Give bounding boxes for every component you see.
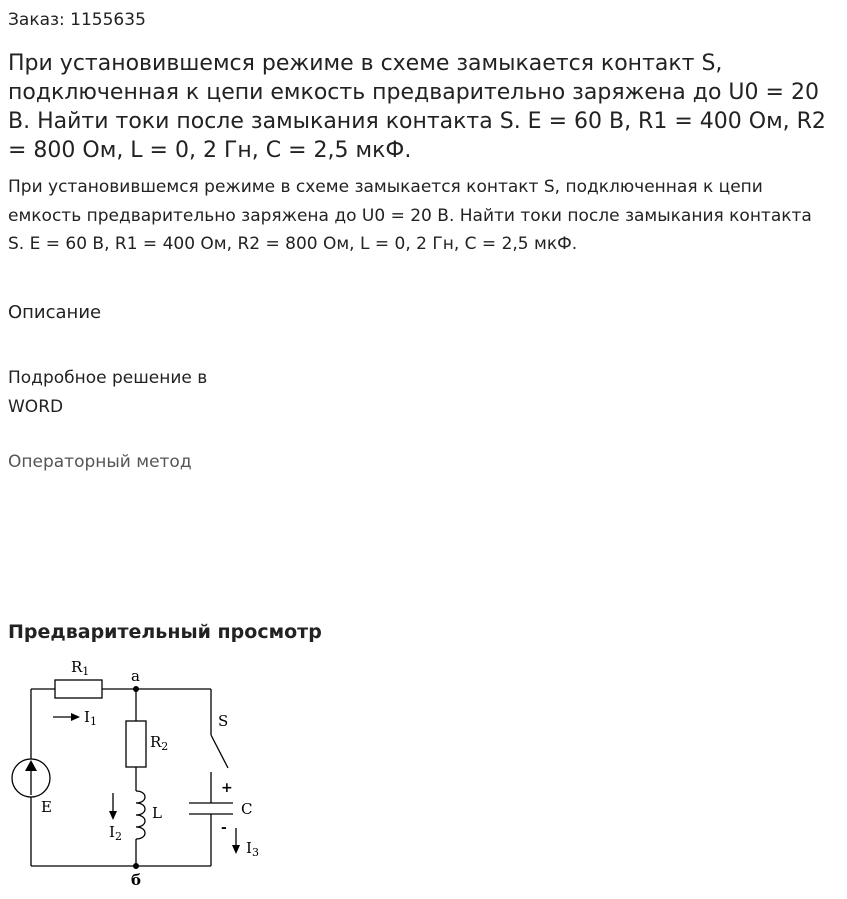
solution-format: Подробное решение в WORD [8,368,208,417]
page-title: При установившемся режиме в схеме замыкается контакт S, подключенная к цепи емкость предварительно заряжена до U0 = 20 В. Найти токи после замыкания контакта S. E = 60 В, R1 = 400 Ом, R2 = 800 Ом, L = 0, 2 Гн, C = 2,5 мкФ. [8,51,826,163]
arrowhead-i2 [109,811,117,820]
description-label: Описание [8,302,102,323]
node-b-dot [133,863,139,869]
label-c: C [241,800,253,818]
problem-description: При установившемся режиме в схеме замыкается контакт S, подключенная к цепи емкость предварительно заряжена до U0 = 20 В. Найти токи после замыкания контакта S. E = 60 В, R1 = 400 Ом, R2 = 800 Ом, L = 0, 2 Гн, C = 2,5 мкФ. [8,177,812,254]
label-r2: $R_2$ [150,733,169,753]
label-i3: $I_3$ [246,839,259,859]
node-a-dot [133,686,139,692]
circuit-diagram [0,650,280,895]
resistor-r2 [126,721,146,767]
preview-heading: Предварительный просмотр [8,621,322,643]
solution-method: Операторный метод [8,452,192,472]
label-i2: $I_2$ [109,823,122,843]
label-minus: - [221,820,227,836]
label-e: E [41,798,52,816]
switch-s [211,735,228,768]
label-l: L [152,804,162,822]
label-node-a: a [131,667,140,685]
label-node-b: б [131,871,142,889]
arrowhead-i3 [232,845,240,854]
label-switch-s: S [218,712,229,730]
inductor-l [136,791,145,839]
resistor-r1 [55,680,102,698]
label-plus: + [221,780,233,796]
label-i1: $I_1$ [84,708,97,728]
label-r1: $R_1$ [71,658,90,678]
order-number: Заказ: 1155635 [8,10,146,30]
arrowhead-i1 [71,713,80,721]
